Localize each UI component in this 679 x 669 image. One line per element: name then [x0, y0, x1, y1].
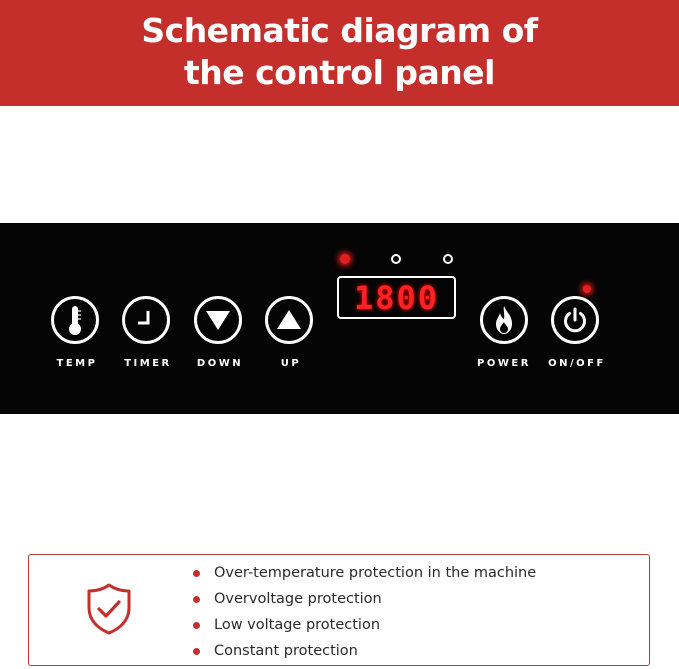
down-triangle-icon: [204, 308, 232, 332]
indicator-light-3: [443, 254, 453, 264]
control-panel: [0, 223, 679, 414]
indicator-light-1: [340, 254, 350, 264]
list-item: Overvoltage protection: [189, 588, 536, 614]
up-button[interactable]: [265, 296, 313, 344]
header-banner: [0, 0, 679, 106]
power-button[interactable]: [480, 296, 528, 344]
down-label: DOWN: [196, 358, 244, 369]
on-off-button[interactable]: [551, 296, 599, 344]
protection-features-box: [28, 554, 650, 666]
bullet-icon: [193, 570, 200, 577]
thermometer-icon: [63, 304, 87, 336]
timer-icon: [134, 308, 158, 332]
on-off-indicator-light: [583, 285, 591, 293]
up-label: UP: [280, 358, 302, 369]
power-icon: [561, 306, 589, 334]
timer-label: TIMER: [124, 358, 172, 369]
temp-button[interactable]: [51, 296, 99, 344]
flame-icon: [490, 304, 518, 336]
bullet-icon: [193, 622, 200, 629]
temp-label: TEMP: [56, 358, 98, 369]
timer-button[interactable]: [122, 296, 170, 344]
up-triangle-icon: [275, 308, 303, 332]
list-item: Low voltage protection: [189, 614, 536, 640]
on-off-label: ON/OFF: [548, 358, 606, 369]
list-item: Over-temperature protection in the machine: [189, 562, 536, 588]
page-title: Schematic diagram of the control panel: [141, 11, 538, 92]
led-display: [337, 276, 456, 319]
display-value: 1800: [353, 278, 440, 317]
indicator-light-2: [391, 254, 401, 264]
features-list: [189, 562, 536, 666]
list-item: Constant protection: [189, 640, 536, 666]
bullet-icon: [193, 596, 200, 603]
down-button[interactable]: [194, 296, 242, 344]
bullet-icon: [193, 648, 200, 655]
shield-check-icon: [86, 582, 132, 636]
power-label: POWER: [477, 358, 531, 369]
